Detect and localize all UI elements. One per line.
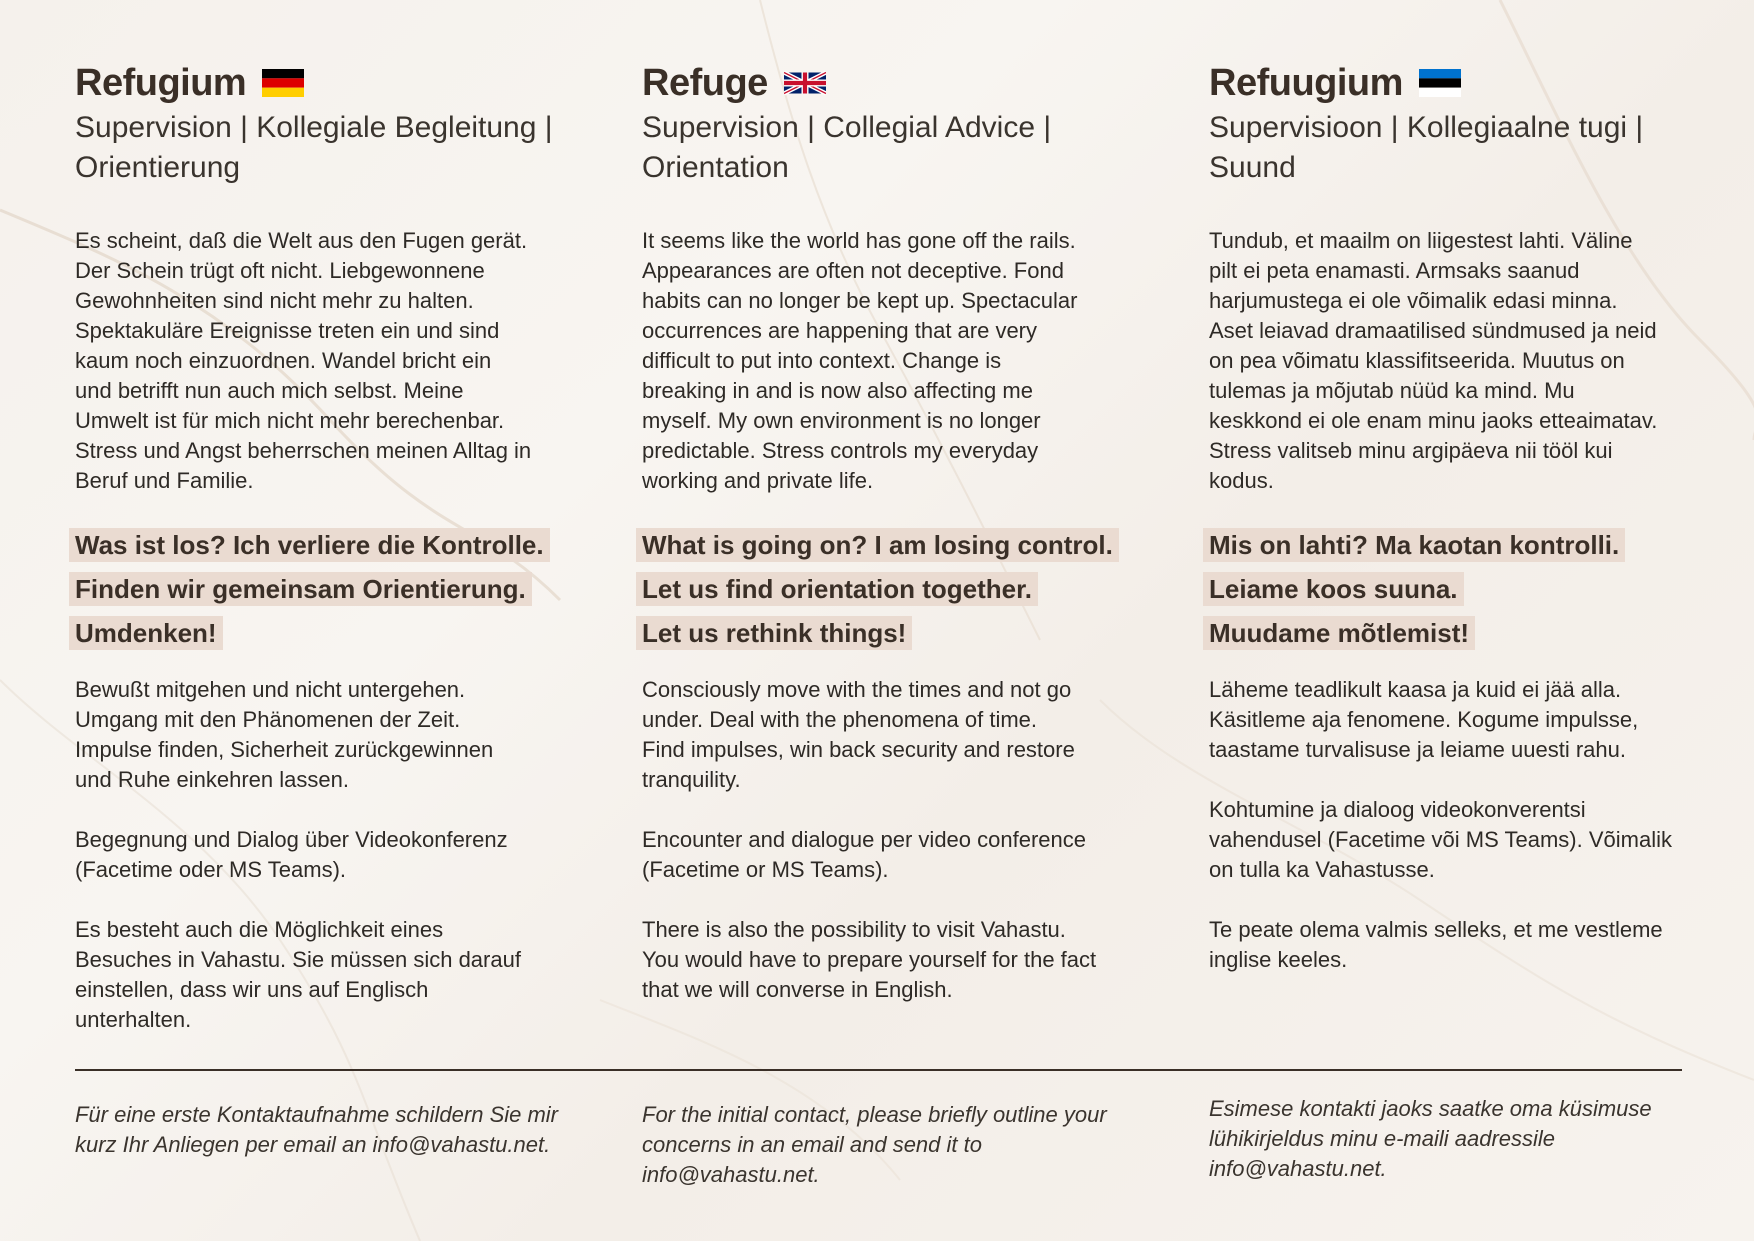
- paragraph: Consciously move with the times and not go under. Deal with the phenomena of time. Find impulses, win back security and restore tranquility.: [642, 677, 1075, 792]
- column-estonian: [1209, 60, 1709, 1005]
- paragraph: Bewußt mitgehen und nicht untergehen. Umgang mit den Phänomenen der Zeit. Impulse finden, Sicherheit zurückgewinnen und Ruhe einkehren lassen.: [75, 677, 494, 792]
- highlight-line: What is going on? I am losing control.: [636, 528, 1119, 562]
- detail-paragraphs: [75, 675, 575, 1035]
- highlight-block: [642, 528, 1142, 653]
- highlight-line: Was ist los? Ich verliere die Kontrolle.: [69, 528, 550, 562]
- title-row: [75, 60, 575, 106]
- intro-paragraph: It seems like the world has gone off the rails. Appearances are often not deceptive. Fond habits can no longer be kept up. Spectacular occurrences are happening that are very difficult to put into context. Change is breaking in and is now also affecting me myself. My own environment is no longer predictable. Stress controls my everyday working and private life.: [642, 228, 1078, 493]
- highlight-line: Umdenken!: [69, 616, 223, 650]
- highlight-line: Mis on lahti? Ma kaotan kontrolli.: [1203, 528, 1625, 562]
- intro-paragraph: Tundub, et maailm on liigestest lahti. Väline pilt ei peta enamasti. Armsaks saanud harjumustega ei ole võimalik edasi minna. Aset leiavad dramaatilised sündmused ja neid on pea võimatu klassifitseerida. Muutus on tulemas ja mõjutab nüüd ka mind. Mu keskkond ei ole enam minu jaoks etteaimatav. Stress valitseb minu argipäeva nii tööl kui kodus.: [1209, 228, 1658, 493]
- column-title: Refuugium: [1209, 61, 1403, 104]
- estonia-flag-icon: [1419, 69, 1461, 97]
- footer-contact-english: For the initial contact, please briefly outline your concerns in an email and send it to info@vahastu.net.: [642, 1102, 1107, 1187]
- paragraph: Begegnung und Dialog über Videokonferenz (Facetime oder MS Teams).: [75, 827, 508, 882]
- divider-rule: [75, 1069, 1682, 1071]
- paragraph: Encounter and dialogue per video conference (Facetime or MS Teams).: [642, 827, 1086, 882]
- paragraph: Läheme teadlikult kaasa ja kuid ei jää alla. Käsitleme aja fenomene. Kogume impulsse, taastame turvalisuse ja leiame uuesti rahu.: [1209, 677, 1639, 762]
- detail-paragraphs: [642, 675, 1142, 1005]
- highlight-line: Leiame koos suuna.: [1203, 572, 1464, 606]
- paragraph: There is also the possibility to visit Vahastu. You would have to prepare yourself for the fact that we will converse in English.: [642, 917, 1097, 1002]
- column-subtitle: Supervision | Kollegiale Begleitung | Orientierung: [75, 111, 553, 184]
- column-english: [642, 60, 1142, 1035]
- intro-paragraph: Es scheint, daß die Welt aus den Fugen gerät. Der Schein trügt oft nicht. Liebgewonnene Gewohnheiten sind nicht mehr zu halten. Spektakuläre Ereignisse treten ein und sind kaum noch einzuordnen. Wandel bricht ein und betrifft nun auch mich selbst. Meine Umwelt ist für mich nicht mehr berechenbar. Stress und Angst beherrschen meinen Alltag in Beruf und Familie.: [75, 228, 532, 493]
- detail-paragraphs: [1209, 675, 1709, 975]
- footer-contact-estonian: Esimese kontakti jaoks saatke oma küsimuse lühikirjeldus minu e-maili aadressile info@vahastu.net.: [1209, 1096, 1652, 1181]
- paragraph: Es besteht auch die Möglichkeit eines Besuches in Vahastu. Sie müssen sich darauf einstellen, dass wir uns auf Englisch unterhalten.: [75, 917, 521, 1032]
- column-german: [75, 60, 575, 1065]
- title-row: [642, 60, 1142, 106]
- germany-flag-icon: [262, 69, 304, 97]
- highlight-line: Finden wir gemeinsam Orientierung.: [69, 572, 532, 606]
- footer-contact-german: Für eine erste Kontaktaufnahme schildern Sie mir kurz Ihr Anliegen per email an info@vahastu.net.: [75, 1102, 559, 1157]
- column-subtitle: Supervision | Collegial Advice | Orientation: [642, 111, 1052, 184]
- highlight-line: Let us find orientation together.: [636, 572, 1038, 606]
- highlight-block: [1209, 528, 1709, 653]
- paragraph: Kohtumine ja dialoog videokonverentsi vahendusel (Facetime või MS Teams). Võimalik on tulla ka Vahastusse.: [1209, 797, 1672, 882]
- highlight-line: Let us rethink things!: [636, 616, 912, 650]
- paragraph: Te peate olema valmis selleks, et me vestleme inglise keeles.: [1209, 917, 1663, 972]
- column-subtitle: Supervisioon | Kollegiaalne tugi | Suund: [1209, 111, 1644, 184]
- column-title: Refuge: [642, 61, 768, 104]
- uk-flag-icon: [784, 69, 826, 97]
- highlight-line: Muudame mõtlemist!: [1203, 616, 1475, 650]
- column-title: Refugium: [75, 61, 247, 104]
- highlight-block: [75, 528, 575, 653]
- title-row: [1209, 60, 1709, 106]
